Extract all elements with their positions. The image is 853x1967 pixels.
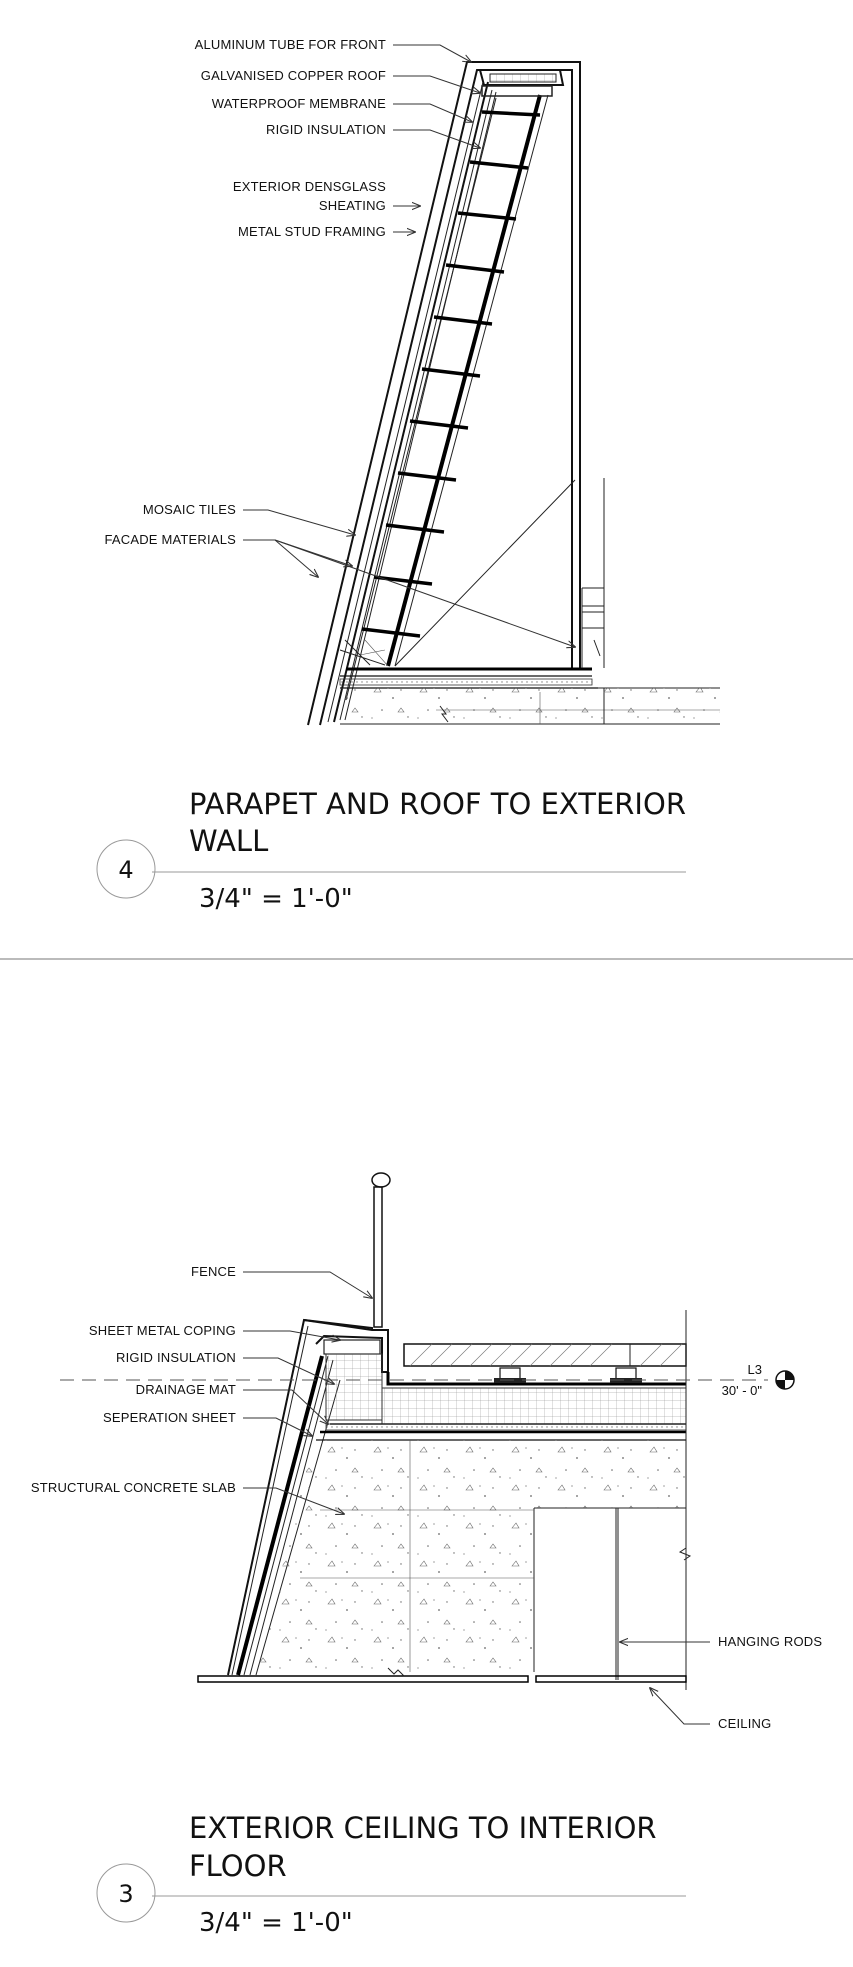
label-separation-sheet: SEPERATION SHEET bbox=[103, 1410, 236, 1425]
label-drainage-mat: DRAINAGE MAT bbox=[135, 1382, 236, 1397]
detail-4-labels bbox=[104, 37, 575, 647]
detail-3-title-2: FLOOR bbox=[189, 1849, 287, 1883]
label-densglass-2: SHEATING bbox=[318, 198, 386, 213]
label-rigid-insulation: RIGID INSULATION bbox=[266, 122, 386, 137]
level-elevation: 30' - 0" bbox=[721, 1383, 762, 1398]
label-sheet-metal-coping: SHEET METAL COPING bbox=[88, 1323, 236, 1338]
detail-4 bbox=[97, 37, 720, 914]
detail-3-title-block bbox=[97, 1811, 686, 1938]
detail-4-title-1: PARAPET AND ROOF TO EXTERIOR bbox=[189, 787, 686, 821]
fence bbox=[372, 1173, 390, 1327]
label-hanging-rods: HANGING RODS bbox=[718, 1634, 823, 1649]
detail-3-scale: 3/4" = 1'-0" bbox=[199, 1908, 353, 1938]
detail-4-title-2: WALL bbox=[189, 824, 269, 858]
label-ceiling: CEILING bbox=[718, 1716, 772, 1731]
detail-3-number: 3 bbox=[118, 1880, 134, 1908]
label-aluminum-tube: ALUMINUM TUBE FOR FRONT bbox=[194, 37, 386, 52]
detail-4-number: 4 bbox=[118, 856, 134, 884]
roof-slab bbox=[340, 669, 720, 724]
label-copper-roof: GALVANISED COPPER ROOF bbox=[200, 68, 386, 83]
label-membrane: WATERPROOF MEMBRANE bbox=[211, 96, 386, 111]
label-mosaic-tiles: MOSAIC TILES bbox=[142, 502, 236, 517]
label-concrete-slab: STRUCTURAL CONCRETE SLAB bbox=[30, 1480, 236, 1495]
parapet-wall-section bbox=[308, 62, 580, 725]
level-name: L3 bbox=[747, 1362, 762, 1377]
label-densglass-1: EXTERIOR DENSGLASS bbox=[232, 179, 386, 194]
pavers bbox=[404, 1344, 686, 1383]
detail-4-title-block bbox=[97, 787, 686, 914]
interior-partition bbox=[582, 478, 604, 668]
detail-3 bbox=[31, 1173, 823, 1938]
label-facade-materials: FACADE MATERIALS bbox=[104, 532, 236, 547]
label-fence: FENCE bbox=[190, 1264, 236, 1279]
detail-3-title-1: EXTERIOR CEILING TO INTERIOR bbox=[189, 1811, 657, 1845]
label-stud-framing: METAL STUD FRAMING bbox=[237, 224, 386, 239]
detail-4-scale: 3/4" = 1'-0" bbox=[199, 884, 353, 914]
roof-build-up bbox=[316, 1354, 686, 1440]
label-rigid-insulation: RIGID INSULATION bbox=[116, 1350, 236, 1365]
